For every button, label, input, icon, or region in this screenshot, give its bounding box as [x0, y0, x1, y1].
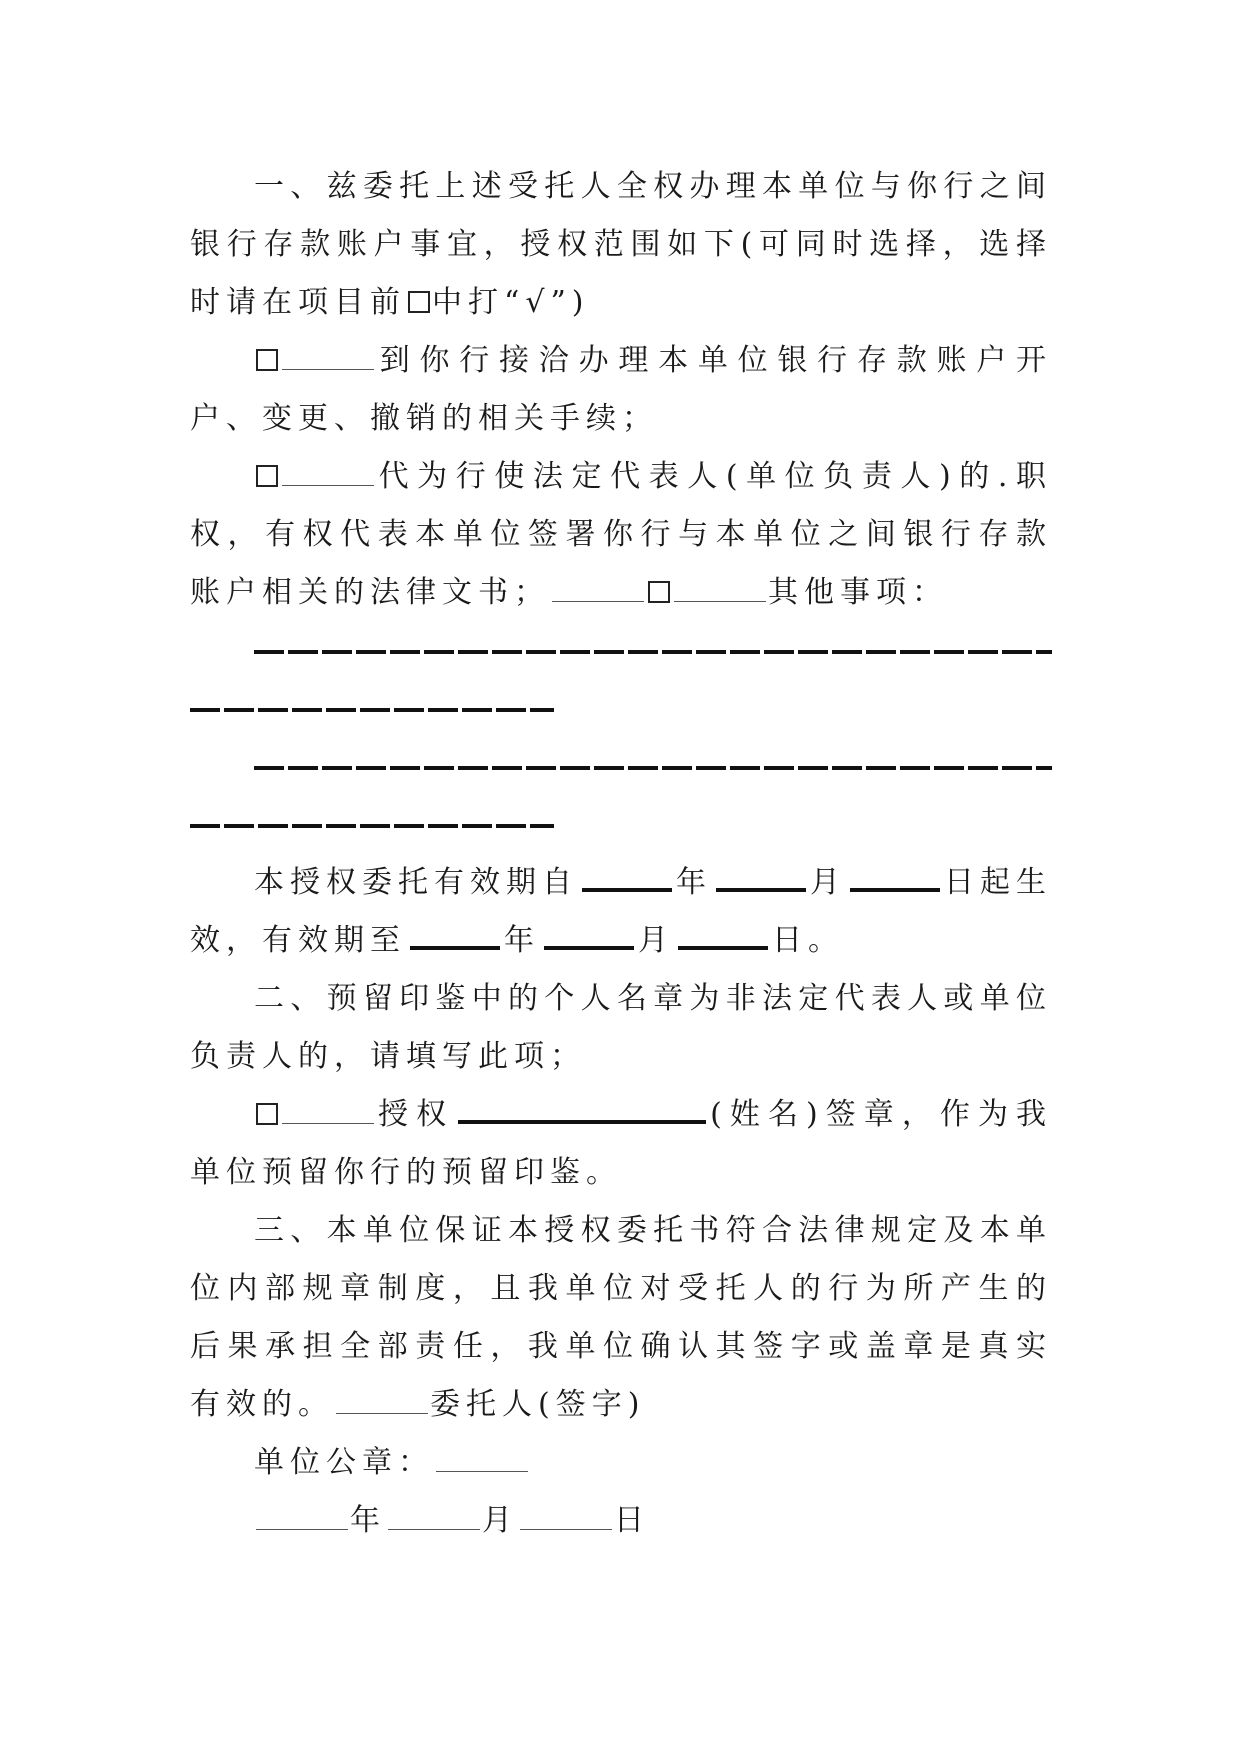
month-label: 月 [482, 1503, 518, 1538]
year-label: 年 [676, 865, 712, 900]
checkbox-seal-auth[interactable] [256, 1103, 278, 1125]
blank-field[interactable] [282, 345, 374, 370]
section1-intro [190, 158, 1052, 332]
start-year-field[interactable] [582, 862, 672, 892]
fill-line [190, 824, 554, 828]
option-other-text: 其他事项： [768, 575, 948, 610]
seal-authorization [190, 1086, 1052, 1202]
fill-line [190, 708, 554, 712]
day-label: 日 [614, 1503, 650, 1538]
checkbox-legal-rep[interactable] [256, 465, 278, 487]
option-legal-rep [190, 448, 1052, 622]
checkbox-other[interactable] [648, 581, 670, 603]
end-month-field[interactable] [544, 920, 634, 950]
name-field[interactable] [458, 1094, 706, 1124]
start-month-field[interactable] [716, 862, 806, 892]
date-day-field[interactable] [520, 1505, 612, 1530]
end-day-field[interactable] [678, 920, 768, 950]
section2-text: 二、预留印鉴中的个人名章为非法定代表人或单位负责人的，请填写此项； [190, 981, 1052, 1074]
checkbox-icon [408, 291, 430, 313]
blank-field[interactable] [674, 577, 766, 602]
blank-field[interactable] [552, 577, 644, 602]
document-page [190, 158, 1052, 1550]
date-month-field[interactable] [388, 1505, 480, 1530]
month-label: 月 [638, 923, 674, 958]
option-account-procedures [190, 332, 1052, 448]
section3-text [190, 1202, 1052, 1434]
section1-intro-text: 一、兹委托上述受托人全权办理本单位与你行之间银行存款账户事宜，授权范围如下(可同时选择，选择时请在项目前 [190, 169, 1052, 320]
validity-until: 日起生效，有效期至 [190, 865, 1052, 958]
blank-field[interactable] [336, 1389, 428, 1414]
other-matters-line-2a[interactable] [190, 738, 1052, 796]
year-label: 年 [504, 923, 540, 958]
month-label: 月 [810, 865, 846, 900]
validity-intro: 本授权委托有效期自 [254, 865, 578, 900]
date-line [190, 1492, 1052, 1550]
fill-line [254, 766, 1052, 770]
year-label: 年 [350, 1503, 386, 1538]
end-year-field[interactable] [410, 920, 500, 950]
signer-label: 委托人(签字) [430, 1387, 646, 1422]
blank-field[interactable] [282, 1099, 374, 1124]
checkbox-account-procedures[interactable] [256, 349, 278, 371]
option-account-procedures-text: 到你行接洽办理本单位银行存款账户开户、变更、撤销的相关手续； [190, 343, 1052, 436]
validity-period [190, 854, 1052, 970]
date-year-field[interactable] [256, 1505, 348, 1530]
section1-intro-mid: 中打“√”) [432, 285, 590, 320]
company-seal-line [190, 1434, 1052, 1492]
other-matters-line-1b[interactable] [190, 680, 1052, 738]
other-matters-line-1a[interactable] [190, 622, 1052, 680]
fill-line [254, 650, 1052, 654]
seal-label: 单位公章： [254, 1445, 434, 1480]
auth-prefix: 授权 [376, 1097, 455, 1132]
seal-field[interactable] [436, 1447, 528, 1472]
section3-body: 三、本单位保证本授权委托书符合法律规定及本单位内部规章制度，且我单位对受托人的行为所产生的后果承担全部责任，我单位确认其签字或盖章是真实有效的。 [190, 1213, 1052, 1422]
option-legal-rep-text: 代为行使法定代表人(单位负责人)的.职权，有权代表本单位签署你行与本单位之间银行存款账户相关的法律文书； [190, 459, 1052, 610]
blank-field[interactable] [282, 461, 374, 486]
auth-suffix: (姓名)签章，作为我单位预留你行的预留印鉴。 [190, 1097, 1052, 1190]
other-matters-line-2b[interactable] [190, 796, 1052, 854]
start-day-field[interactable] [850, 862, 940, 892]
day-end-label: 日。 [772, 923, 844, 958]
